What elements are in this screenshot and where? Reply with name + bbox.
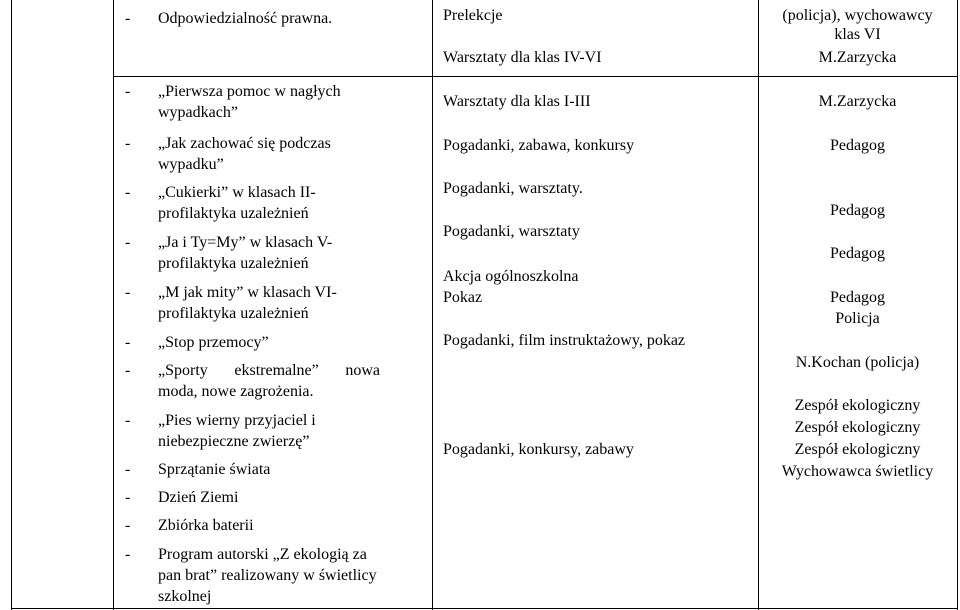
topic-item: „M jak mity” w klasach VI-	[158, 284, 337, 301]
form-text: Warsztaty dla klas IV-VI	[443, 49, 602, 66]
topic-item: Zbiórka baterii	[158, 517, 254, 534]
responsible-text: Zespół ekologiczny	[794, 397, 921, 414]
topic-item: „Pies wierny przyjaciel i	[158, 412, 316, 429]
bullet-dash: -	[125, 234, 131, 251]
responsible-text: Pedagog	[829, 137, 886, 154]
bullet-dash: -	[125, 83, 131, 100]
topic-item: szkolnej	[158, 588, 212, 605]
bullet-dash: -	[125, 362, 131, 379]
bullet-dash: -	[125, 135, 131, 152]
responsible-text: Pedagog	[829, 289, 886, 306]
topic-item: Odpowiedzialność prawna.	[158, 10, 333, 27]
topic-item: moda, nowe zagrożenia.	[158, 383, 314, 400]
table-border	[957, 0, 958, 610]
form-text: Pogadanki, konkursy, zabawy	[443, 441, 634, 458]
bullet-dash: -	[125, 546, 131, 563]
form-text: Akcja ogólnoszkolna	[443, 268, 579, 285]
form-text: Warsztaty dla klas I-III	[443, 93, 591, 110]
bullet-dash: -	[125, 412, 131, 429]
topic-item: Sprzątanie świata	[158, 461, 271, 478]
responsible-text: Zespół ekologiczny	[794, 441, 921, 458]
topic-item: niebezpieczne zwierzę”	[158, 433, 310, 450]
bullet-dash: -	[125, 517, 131, 534]
table-border	[11, 0, 12, 610]
topic-item: „Stop przemocy”	[158, 334, 269, 351]
topic-item: „Ja i Ty=My” w klasach V-	[158, 234, 333, 251]
topic-item: „Pierwsza pomoc w nagłych	[158, 83, 341, 100]
responsible-text: (policja), wychowawcy	[782, 7, 933, 24]
form-text: Pogadanki, warsztaty	[443, 223, 580, 240]
topic-item: „Cukierki” w klasach II-	[158, 184, 316, 201]
responsible-text: Wychowawca świetlicy	[781, 463, 934, 480]
topic-item: „Sporty ekstremalne” nowa	[158, 362, 380, 379]
responsible-text: M.Zarzycka	[818, 49, 897, 66]
topic-item: profilaktyka uzależnień	[158, 255, 309, 272]
topic-item: „Jak zachować się podczas	[158, 135, 331, 152]
table-border	[432, 0, 433, 610]
form-text: Prelekcje	[443, 7, 503, 24]
form-text: Pokaz	[443, 289, 483, 306]
responsible-text: Zespół ekologiczny	[794, 419, 921, 436]
responsible-text: Pedagog	[829, 245, 886, 262]
topic-item: Dzień Ziemi	[158, 489, 239, 506]
row-divider	[113, 76, 958, 77]
form-text: Pogadanki, zabawa, konkursy	[443, 137, 635, 154]
bullet-dash: -	[125, 334, 131, 351]
topic-item: pan brat” realizowany w świetlicy	[158, 567, 377, 584]
table-border	[113, 0, 114, 610]
responsible-text: M.Zarzycka	[818, 93, 897, 110]
bullet-dash: -	[125, 461, 131, 478]
form-text: Pogadanki, film instruktażowy, pokaz	[443, 332, 686, 349]
responsible-text: N.Kochan (policja)	[795, 354, 920, 371]
responsible-text: Policja	[835, 310, 880, 327]
table-border	[11, 608, 958, 609]
topic-item: profilaktyka uzależnień	[158, 205, 309, 222]
bullet-dash: -	[125, 184, 131, 201]
bullet-dash: -	[125, 284, 131, 301]
bullet-dash: -	[125, 10, 131, 27]
topic-item: wypadkach”	[158, 104, 238, 121]
topic-item: Program autorski „Z ekologią za	[158, 546, 367, 563]
topic-item: profilaktyka uzależnień	[158, 305, 309, 322]
responsible-text: klas VI	[834, 26, 881, 43]
responsible-text: Pedagog	[829, 202, 886, 219]
topic-item: wypadku”	[158, 156, 224, 173]
form-text: Pogadanki, warsztaty.	[443, 180, 583, 197]
bullet-dash: -	[125, 489, 131, 506]
